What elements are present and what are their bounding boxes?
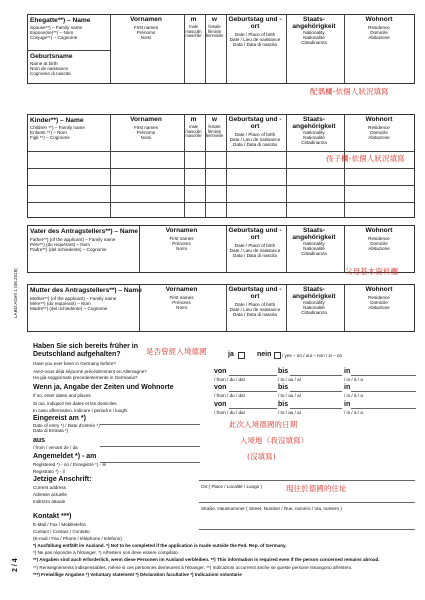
address-ort-line[interactable] — [199, 480, 415, 481]
wenn-ja-label: Wenn ja, Angabe der Zeiten und Wohnorte — [33, 384, 174, 391]
aus-label: aus — [33, 437, 46, 444]
address-street-label: Straße, Hausnummer ( Street, Number / Rue, numéro / Via, numero ) — [201, 506, 342, 511]
spouse-col-geb: Geburtstag und -ort Date / Place of birth Date / Lieu de naissance Data / Data di nascita — [228, 16, 282, 48]
entry-sub: Date of entry *) / Date d'entrée *) Data di Entrata *) — [33, 423, 100, 434]
children-col-staats: Staats- angehörigkeit Nationality Nationalité Cittadinanza — [292, 116, 336, 146]
spouse-col-wohnort: Wohnort Residence Domicile Abitazione — [365, 16, 393, 41]
stay-question-it: Ha già soggiornato precedentemente in Germania? — [33, 375, 138, 380]
registered-note: (沒填寫) — [247, 452, 276, 461]
address-ort-label: Ort ( Place / Localité / Luogo ) — [201, 484, 263, 489]
children-col-vornamen: Vornamen First names Prénoms Nomi — [130, 116, 162, 141]
stay-note: 是否曾經入境德國 — [146, 347, 207, 356]
children-col-w: w female féminin femminile — [205, 116, 224, 139]
children-sub: Children **) – Family name Enfants **) – Nom Figli **) – Cognome — [30, 125, 85, 141]
address-note: 現住於德國的住址 — [286, 484, 347, 493]
address-sub: Current address Adresse actuelle Indirizzo attuale — [33, 485, 67, 505]
mother-col-geb: Geburtstag und -ort Date / Place of birth Date / Lieu de naissance Data / Data di nascita — [228, 286, 282, 318]
page-number: 2 / 4 — [12, 558, 19, 572]
entry-date-line[interactable] — [100, 424, 200, 425]
stay-question-sub: Have you ever been in Germany before? — [33, 361, 116, 366]
mother-col-wohnort: Wohnort Residence Domicile Abitazione — [365, 286, 393, 311]
aus-line[interactable] — [100, 446, 200, 447]
father-sub: Father**) (of the applicant) – Family name Père**) (du requérant) – Nom Padre**) (del richiedente) – Cognome — [30, 237, 116, 253]
stay-row-1[interactable]: von bis in / from / du / dal / to / au / al / in / à / a — [214, 368, 416, 380]
contact-sub: E-Mail / Fax / Mobiltelefon Contact / Contact / Contatto (E-mail / Fax / Phone / téléphone / telefono) — [33, 522, 122, 542]
stay-row-3[interactable]: von bis in / from / du / dal / to / au / al / in / à / a — [214, 401, 416, 413]
spouse-sub: Spouse**) – Family name Expoux(se)**) – Nom Conjuge**) – Cognome — [30, 25, 83, 41]
mother-label: Mutter des Antragstellers**) – Name — [30, 287, 142, 294]
footnotes: *) Ausfüllung entfällt im Ausland. *) Not to be completed if the application is made outside the Fed. Rep. of Germany. *) Ne pas répondre à l'étranger. *) All'estero non deve essere compilato. **) Angaben sind auch erforderlich, wenn diese Personen im Ausland verbleiben. **) This information is required even if the person concerned remains abroad. **) Renseignements indispensables, même si ces personnes demeurent à l'étranger. **) Indicazioni occorrenti anche se queste persone rimangono all'estero. ***) Freiwillige Angaben *) Voluntary statement *) Déclaration facultative *) Indicazioni volontarie — [33, 543, 380, 577]
children-col-wohnort: Wohnort Residence Domicile Abitazione — [365, 116, 393, 141]
aus-sub: / from / venant de / da — [33, 445, 78, 450]
spouse-col-vornamen: Vornamen First names Prénoms Nomi — [130, 16, 162, 41]
registered-sub: Registered *) - on / Enregistré *) - le Registrato *) - il — [33, 462, 107, 475]
father-col-wohnort: Wohnort Residence Domicile Abitazione — [365, 227, 393, 252]
entry-label: Eingereist am *) — [33, 415, 86, 422]
registered-label: Angemeldet *) - am — [33, 453, 97, 460]
father-col-geb: Geburtstag und -ort Date / Place of birth Date / Lieu de naissance Data / Data di nascita — [228, 227, 282, 259]
birthname-label: Geburtsname — [30, 53, 73, 60]
father-col-staats: Staats- angehörigkeit Nationality Nationalité Cittadinanza — [292, 227, 336, 257]
contact-label: Kontakt ***) — [33, 513, 72, 520]
spouse-col-staats: Staats- angehörigkeit Nationality Nationalité Cittadinanza — [292, 16, 336, 46]
form-code: LABO AGeh 1 (06.2018) — [13, 268, 18, 318]
children-label: Kinder**) – Name — [30, 117, 84, 124]
entry-place-note: 入境地（我沒填寫） — [240, 436, 309, 445]
spouse-col-w: w female féminin femminile — [205, 16, 224, 39]
wenn-ja-sub: If so, enter dates and places Si oui, indiquez les dates et les domiciles In caso affermativo, indicare i periodi e i luoghi — [33, 393, 128, 414]
ja-label: ja — [228, 351, 234, 358]
nein-label: nein — [257, 351, 272, 358]
mother-sub: Mother**) (of the applicant) – Family name Mère**) (du requérant) – Nom Madre**) (del richiedente) – Cognome — [30, 296, 117, 312]
contact-line[interactable] — [199, 529, 415, 530]
children-col-geb: Geburtstag und -ort Date / Place of birth Date / Lieu de naissance Data / Data di nascita — [228, 116, 282, 148]
birthname-sub: Name at birth Nom de naissance Cognome di nascita — [30, 61, 71, 77]
ja-checkbox[interactable] — [238, 352, 245, 359]
parents-note: 父母基本資料欄 — [345, 267, 399, 276]
entry-note: 此次入境德國的日期 — [229, 420, 298, 429]
spouse-col-m: m male masculin maschile — [185, 16, 202, 39]
yes-no-sub: / yes – no / oui – non / si – no — [282, 353, 343, 358]
spouse-label: Ehegatte**) – Name — [30, 17, 91, 24]
address-street-line[interactable] — [199, 502, 415, 503]
stay-question-fr: Avez-vous déjà séjourné précédemment en Allemagne? — [33, 369, 147, 374]
spouse-note: 配偶欄-依個人狀況填寫 — [310, 87, 389, 96]
children-note: 孩子欄-依個人狀況填寫 — [326, 154, 405, 163]
nein-checkbox[interactable] — [274, 352, 281, 359]
stay-row-2[interactable]: von bis in / from / du / dal / to / au / al / in / à / a — [214, 384, 416, 396]
mother-col-vornamen: Vornamen First names Prénoms Nomi — [165, 286, 198, 311]
mother-col-staats: Staats- angehörigkeit Nationality Nationalité Cittadinanza — [292, 286, 336, 316]
stay-question: Haben Sie sich bereits früher in Deutschland aufgehalten? — [33, 343, 139, 358]
children-col-m: m male masculin maschile — [185, 116, 202, 139]
father-col-vornamen: Vornamen First names Prénoms Nomi — [165, 227, 198, 252]
registered-line[interactable] — [100, 462, 200, 463]
address-label: Jetzige Anschrift: — [33, 476, 92, 483]
father-label: Vater des Antragstellers**) – Name — [30, 228, 138, 235]
